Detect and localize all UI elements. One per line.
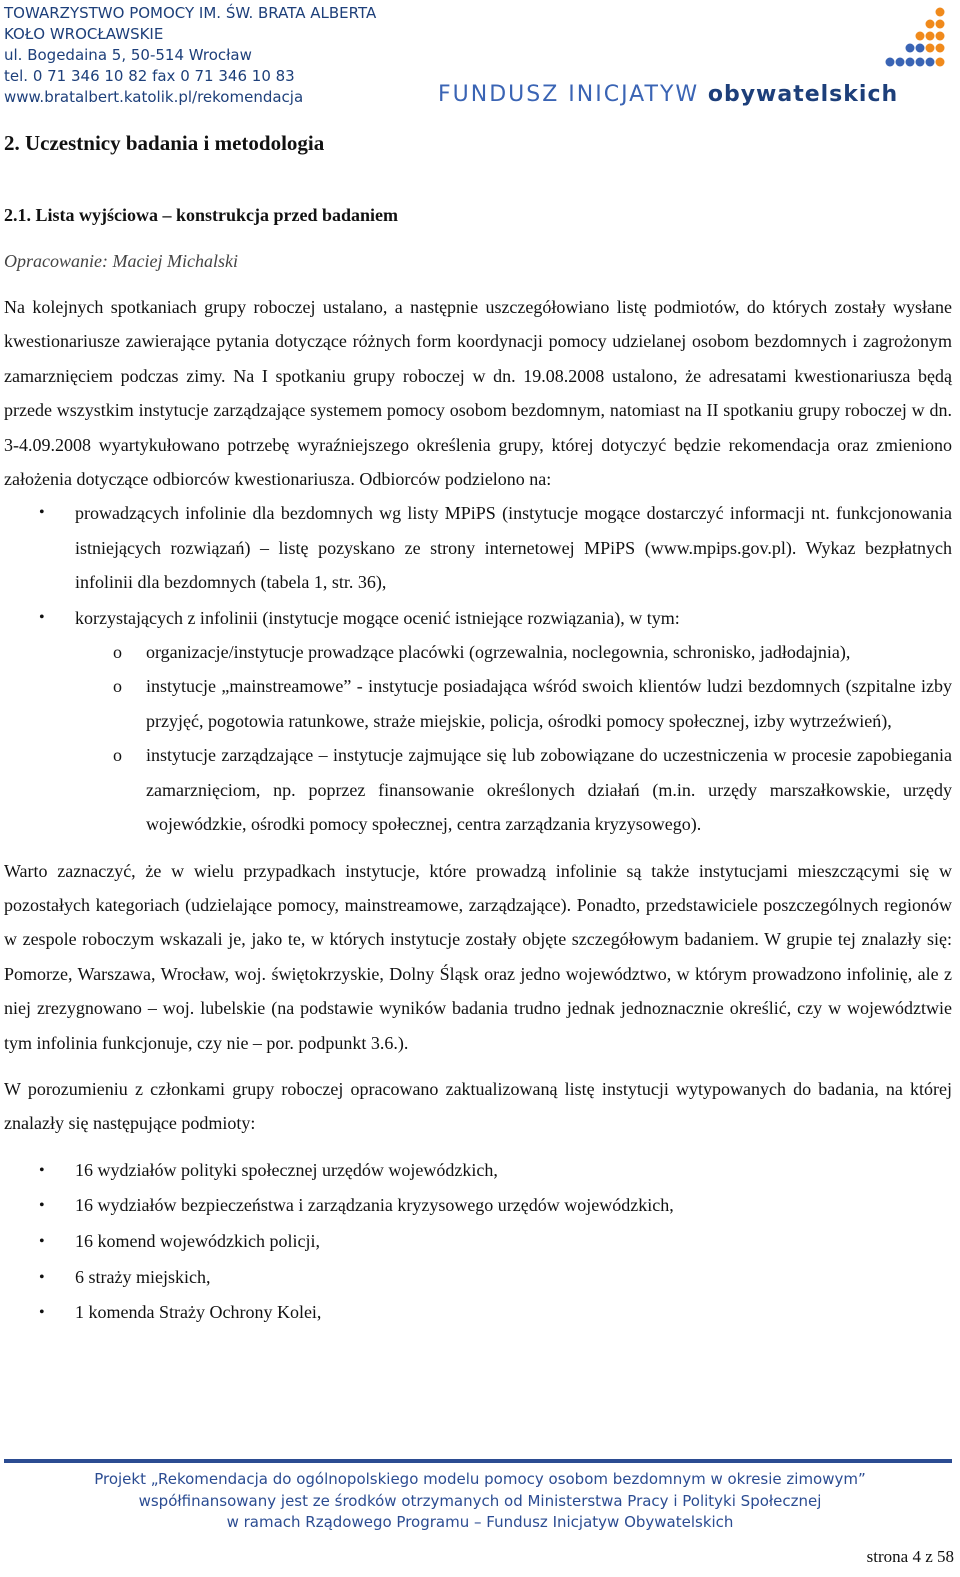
sub-list-item: o instytucje „mainstreamowe” - instytucje posiadająca wśród swoich klientów ludzi bezdomnych (szpitalne izby przyjęć, pogotowia ratunkowe, straże miejskie, policja, ośrodki pomocy społecznej, izby wytrzeźwień), <box>75 669 952 738</box>
list-item: • 16 wydziałów bezpieczeństwa i zarządzania kryzysowego urzędów wojewódzkich, <box>4 1188 952 1224</box>
footer-divider <box>4 1459 952 1463</box>
logo-text-part2: obywatelskich <box>707 82 899 107</box>
paragraph-updated-list: W porozumieniu z członkami grupy roboczej opracowano zaktualizowaną listę instytucji wytypowanych do badania, na której znalazły się następujące podmioty: <box>4 1078 952 1134</box>
author-line: Opracowanie: Maciej Michalski <box>4 251 238 271</box>
page-footer <box>0 1469 960 1534</box>
org-address: ul. Bogedaina 5, 50-514 Wrocław <box>4 46 252 64</box>
sub-list-item: o organizacje/instytucje prowadzące placówki (ogrzewalnia, noclegownia, schronisko, jadłodajnia), <box>75 635 952 669</box>
institutions-list <box>4 1153 952 1331</box>
section-title: 2. Uczestnicy badania i metodologia <box>4 131 325 155</box>
paragraph-intro: Na kolejnych spotkaniach grupy roboczej ustalano, a następnie uszczegółowiano listę podmiotów, do których zostały wysłane kwestionariusze zawierające pytania dotyczące różnych form koordynacji pomocy udzielanej osobom bezdomnych i zagrożonym zamarznięciem podczas zimy. Na I spotkaniu grupy roboczej w dn. 19.08.2008 ustalono, że adresatami kwestionariusza będą przede wszystkim instytucje zarządzające systemem pomocy osobom bezdomnym, natomiast na II spotkaniu grupy roboczej w dn. 3-4.09.2008 wyartykułowano potrzebę wyraźniejszego określenia grupy, której dotyczyć będzie rekomendacja oraz zmieniono założenia dotyczące odbiorców kwestionariusza. Odbiorców podzielono na: <box>4 297 952 490</box>
sub-list-item: o instytucje zarządzające – instytucje zajmujące się lub zobowiązane do uczestniczenia w procesie zapobiegania zamarznięciom, np. poprzez finansowanie określonych działań (m.in. urzędy marszałkowskie, urzędy wojewódzkie, ośrodki pomocy społecznej, centra zarządzania kryzysowego). <box>75 738 952 841</box>
document-body <box>4 126 952 1331</box>
fio-logo-dots-icon <box>880 6 950 70</box>
org-name: TOWARZYSTWO POMOCY IM. ŚW. BRATA ALBERTA <box>4 4 377 22</box>
paragraph-regions: Warto zaznaczyć, że w wielu przypadkach instytucje, które prowadzą infolinie są także instytucjami mieszczącymi się w pozostałych kategoriach (udzielające pomocy, mainstreamowe, zarządzające). Ponadto, przedstawiciele poszczególnych regionów w zespole roboczym wskazali je, jako te, w których instytucje zostały objęte szczegółowym badaniem. W grupie tej znalazły się: Pomorze, Warszawa, Wrocław, woj. świętokrzyskie, Dolny Śląsk oraz jedno województwo, w którym prowadzono infolinię, ale z niej zrezygnowano – woj. lubelskie (na podstawie wyników badania trudno jednak jednoznacznie określić, czy w województwie tym infolinia funkcjonuje, czy nie – por. podpunkt 3.6.). <box>4 860 952 1053</box>
org-phone: tel. 0 71 346 10 82 fax 0 71 346 10 83 <box>4 67 295 85</box>
logo-text-part1: FUNDUSZ INICJATYW <box>438 82 700 107</box>
page-number: strona 4 z 58 <box>866 1547 954 1566</box>
list-item: • 16 wydziałów polityki społecznej urzędów wojewódzkich, <box>4 1153 952 1189</box>
list-item-text: korzystających z infolinii (instytucje mogące ocenić istniejące rozwiązania), w tym: <box>75 607 680 628</box>
list-item: • 16 komend wojewódzkich policji, <box>4 1224 952 1260</box>
footer-program-line: w ramach Rządowego Programu – Fundusz Inicjatyw Obywatelskich <box>226 1513 734 1531</box>
list-item: • 6 straży miejskich, <box>4 1260 952 1296</box>
recipients-list <box>4 496 952 841</box>
fio-logo-text <box>438 82 948 108</box>
footer-project-line: Projekt „Rekomendacja do ogólnopolskiego modelu pomocy osobom bezdomnym w okresie zimowym” <box>94 1470 866 1488</box>
page-header <box>0 0 960 112</box>
org-website: www.bratalbert.katolik.pl/rekomendacja <box>4 88 304 106</box>
list-item: • prowadzących infolinie dla bezdomnych wg listy MPiPS (instytucje mogące dostarczyć informacji nt. funkcjonowania istniejących rozwiązań) – listę pozyskano ze strony internetowej MPiPS (www.mpips.gov.pl). Wykaz bezpłatnych infolinii dla bezdomnych (tabela 1, str. 36), <box>4 496 952 599</box>
footer-funding-line: współfinansowany jest ze środków otrzymanych od Ministerstwa Pracy i Polityki Społecznej <box>138 1491 822 1510</box>
org-branch: KOŁO WROCŁAWSKIE <box>4 25 164 43</box>
organization-info <box>4 3 376 108</box>
list-item: • 1 komenda Straży Ochrony Kolei, <box>4 1295 952 1331</box>
list-item <box>4 601 952 842</box>
sub-list <box>75 635 952 841</box>
subsection-title: 2.1. Lista wyjściowa – konstrukcja przed badaniem <box>4 205 399 225</box>
